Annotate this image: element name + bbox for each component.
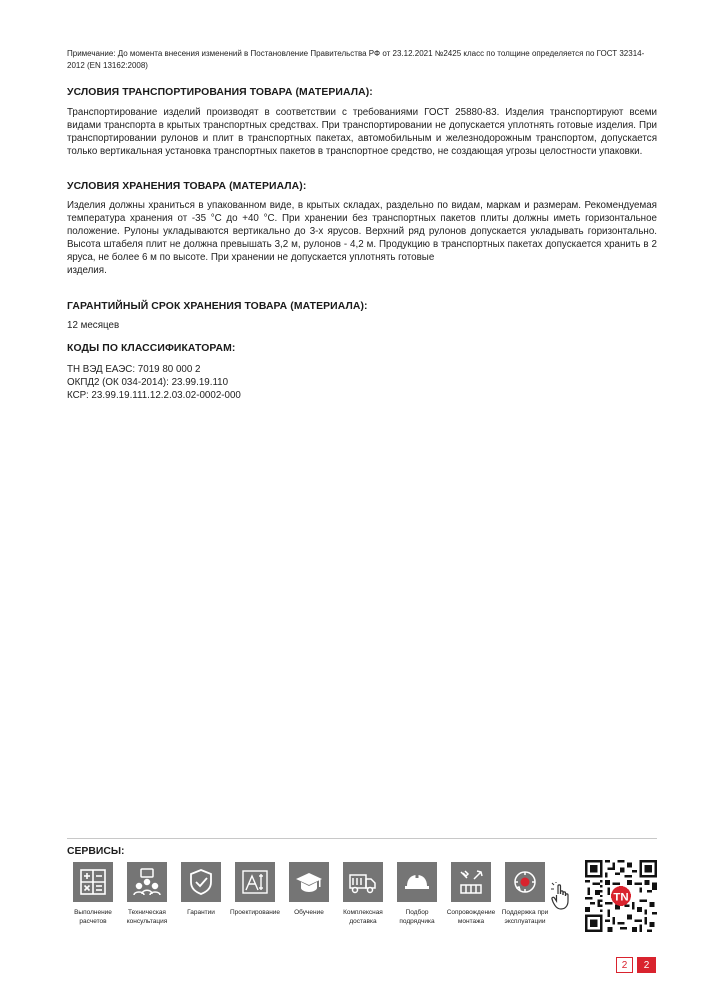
page-current: 2 <box>616 957 633 973</box>
consultation-icon <box>127 862 167 902</box>
service-label: Проектирование <box>229 909 281 916</box>
service-label: Выполнение <box>74 909 112 916</box>
service-calculations[interactable] <box>66 862 120 926</box>
service-installation[interactable] <box>444 862 498 926</box>
service-label-2: консультация <box>126 918 168 925</box>
service-contractor[interactable] <box>390 862 444 926</box>
storage-text-end: изделия. <box>67 264 107 276</box>
service-label: Комплексная <box>343 909 383 916</box>
qr-logo-badge: TN <box>613 891 629 904</box>
hard-hat-icon <box>397 862 437 902</box>
services-row <box>67 862 587 932</box>
service-label: Подбор <box>405 909 429 916</box>
storage-heading: УСЛОВИЯ ХРАНЕНИЯ ТОВАРА (МАТЕРИАЛА): <box>67 181 307 192</box>
storage-text <box>67 200 657 277</box>
service-label-2: монтажа <box>457 918 485 925</box>
service-label-2: подрядчика <box>399 918 435 925</box>
transport-heading: УСЛОВИЯ ТРАНСПОРТИРОВАНИЯ ТОВАРА (МАТЕРИАЛА): <box>67 87 373 98</box>
warranty-value: 12 месяцев <box>67 320 120 331</box>
graduation-cap-icon <box>289 862 329 902</box>
code-line-tnved: ТН ВЭД ЕАЭС: 7019 80 000 2 <box>67 364 201 375</box>
service-label: Гарантии <box>187 909 215 916</box>
installation-icon <box>451 862 491 902</box>
service-label: Сопровождение <box>446 909 496 916</box>
service-delivery[interactable] <box>336 862 390 926</box>
codes-list <box>67 363 657 402</box>
service-label-2: эксплуатации <box>504 918 546 925</box>
support-gear-icon <box>505 862 545 902</box>
pointer-hand-icon <box>549 882 575 912</box>
page-total: 2 <box>637 957 656 973</box>
service-label: Техническая <box>128 909 166 916</box>
service-training[interactable] <box>282 862 336 917</box>
calculator-icon <box>73 862 113 902</box>
truck-icon <box>343 862 383 902</box>
service-consultation[interactable] <box>120 862 174 926</box>
services-divider <box>67 838 657 839</box>
note: Примечание: До момента внесения изменений в Постановление Правительства РФ от 23.12.2021 №2425 класс по толщине определяется по ГОСТ 32314-2012 (EN 13162:2008) <box>67 49 645 70</box>
code-line-ksr: КСР: 23.99.19.111.12.2.03.02-0002-000 <box>67 390 241 401</box>
qr-code[interactable] <box>585 860 657 932</box>
codes-heading: КОДЫ ПО КЛАССИФИКАТОРАМ: <box>67 343 236 354</box>
blueprint-icon <box>235 862 275 902</box>
service-support[interactable] <box>498 862 552 926</box>
service-label: Поддержка при <box>501 909 549 916</box>
service-guarantees[interactable] <box>174 862 228 917</box>
services-title: СЕРВИСЫ: <box>67 846 125 857</box>
code-line-okpd2: ОКПД2 (ОК 034-2014): 23.99.19.110 <box>67 377 229 388</box>
service-label-2: расчетов <box>79 918 107 925</box>
service-label-2: доставка <box>349 918 377 925</box>
service-design[interactable] <box>228 862 282 917</box>
shield-check-icon <box>181 862 221 902</box>
warranty-heading: ГАРАНТИЙНЫЙ СРОК ХРАНЕНИЯ ТОВАРА (МАТЕРИАЛА): <box>67 301 368 312</box>
storage-text-body: Изделия должны храниться в упакованном виде, в крытых складах, раздельно по видам, маркам и размерам. Рекомендуемая температура хранения от -35 °С до +40 °С. При хранении без транспортных пакетов плиты должны иметь горизонтальное положение. Рулоны укладываются вертикально до 3-х ярусов. Верхний ряд рулонов допускается укладывать горизонтально. Высота штабеля плит не должна превышать 3,2 м, рулонов - 4,2 м. Продукцию в транспортных пакетах допускается хранить в 2 яруса, не более 6 м по высоте. При хранении не допускается уплотнять готовые <box>67 200 657 263</box>
service-label: Обучение <box>294 909 324 916</box>
transport-text: Транспортирование изделий производят в соответствии с требованиями ГОСТ 25880-83. Изделия транспортируют всеми видами транспорта в крытых транспортных средствах. При транспортировании не допускается уплотнять готовые изделия. При транспортировании рулонов и плит в транспортных пакетах, автомобильным и железнодорожным транспортом, допускается только вертикальная установка транспортных пакетов в транспортное средство, не создающая угрозы целостности упаковки. <box>67 107 657 157</box>
